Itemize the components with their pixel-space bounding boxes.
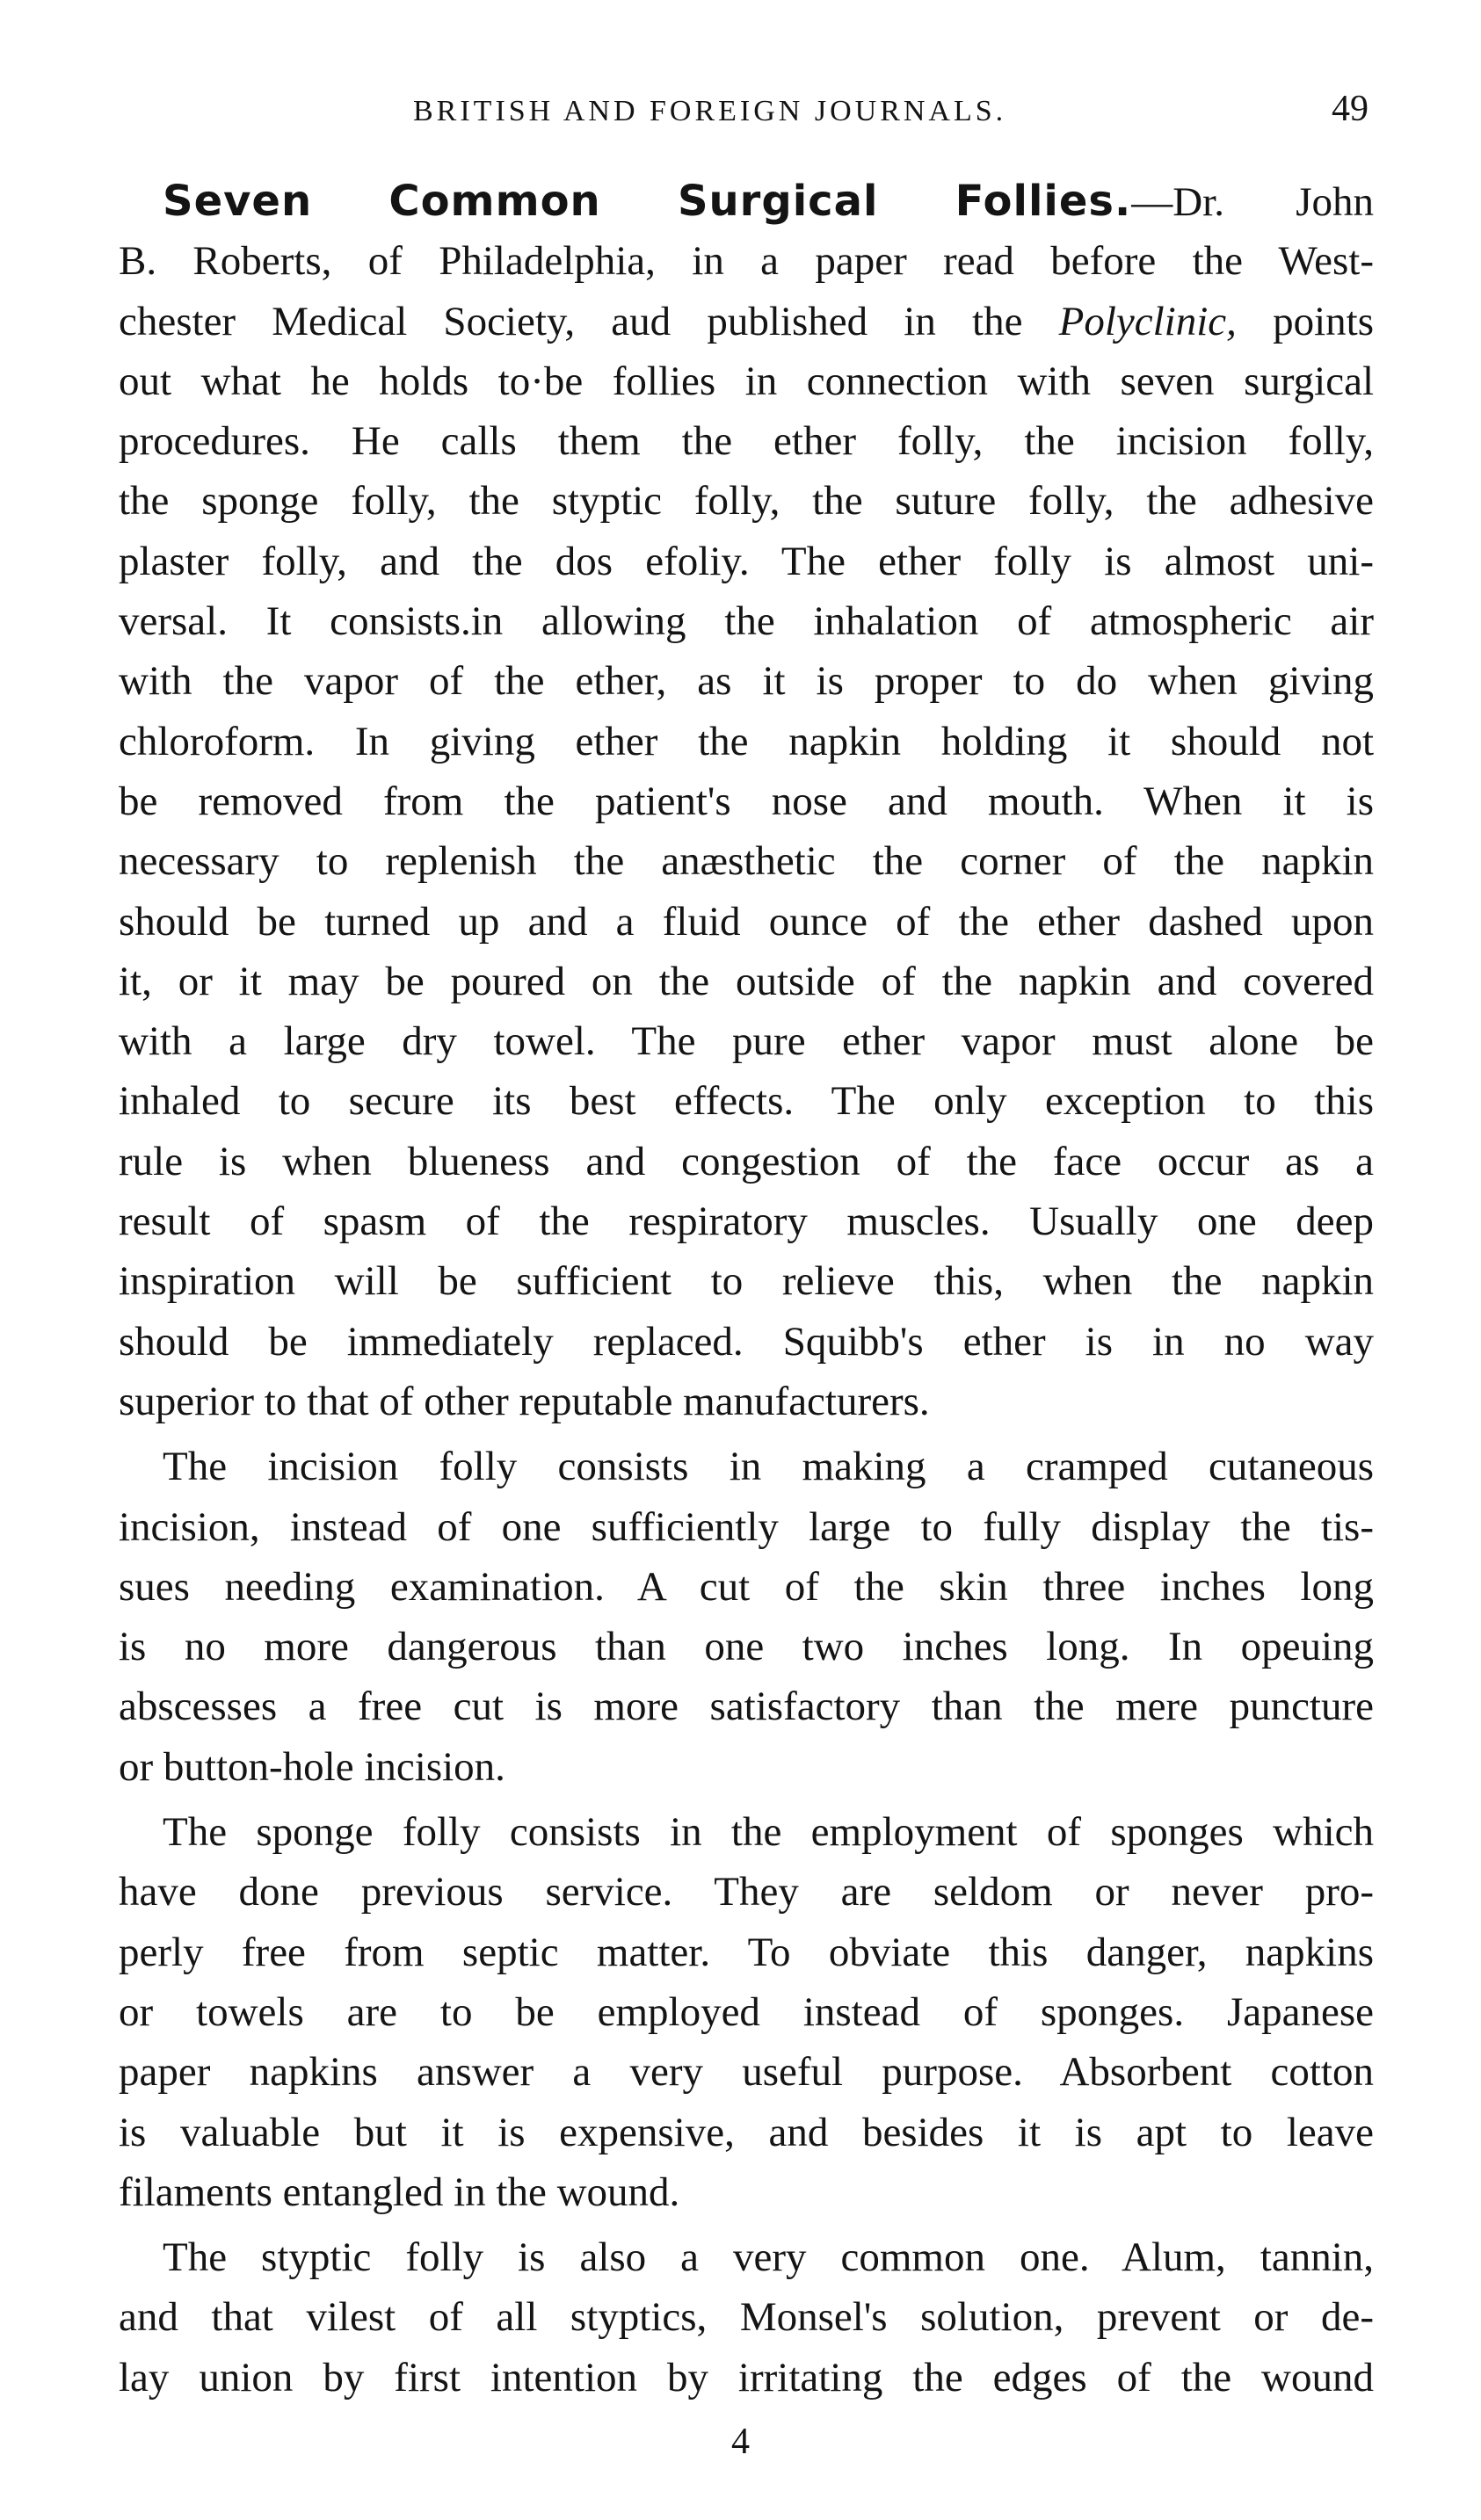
text-line: have done previous service. They are seldom or never pro- [119,1869,1374,1915]
signature-mark: 4 [731,2422,750,2462]
text-line: paper napkins answer a very useful purpose. Absorbent cotton [119,2049,1374,2096]
text-line: and that vilest of all styptics, Monsel's solution, prevent or de- [119,2294,1374,2341]
text-line [119,171,1374,231]
running-head [114,88,1376,141]
text-line: sues needing examination. A cut of the skin three inches long [119,1563,1374,1610]
article-body [119,171,1374,2408]
text-line: inspiration will be sufficient to relieve this, when the napkin [119,1258,1374,1305]
running-title: BRITISH AND FOREIGN JOURNALS. [413,95,1007,127]
journal-name: Polyclinic, [1058,298,1237,344]
text-line: The sponge folly consists in the employment of sponges which [163,1809,1374,1856]
text-line: perly free from septic matter. To obviate this danger, napkins [119,1929,1374,1975]
text-line: The styptic folly is also a very common one. Alum, tannin, [163,2234,1374,2281]
line-text: points [1273,298,1375,344]
text-line: result of spasm of the respiratory muscles. Usually one deep [119,1198,1374,1245]
line-text: chester Medical Society, aud published in the [119,298,1023,344]
text-line: plaster folly, and the dos efoliy. The ether folly is almost uni- [119,538,1374,584]
article-title: Seven Common Surgical Follies. [163,177,1132,226]
text-line: B. Roberts, of Philadelphia, in a paper read before the West- [119,238,1374,285]
text-line: the sponge folly, the styptic folly, the suture folly, the adhesive [119,478,1374,525]
text-line: is no more dangerous than one two inches long. In opeuing [119,1624,1374,1670]
text-line: be removed from the patient's nose and mouth. When it is [119,778,1374,824]
text-line: incision, instead of one sufficiently large to fully display the tis- [119,1503,1374,1550]
title-dash: — [1131,179,1173,225]
text-line: inhaled to secure its best effects. The only exception to this [119,1078,1374,1125]
page-number: 49 [1332,89,1368,129]
text-line: out what he holds to·be follies in connection with seven surgical [119,358,1374,404]
text-line: necessary to replenish the anæsthetic the corner of the napkin [119,838,1374,885]
text-line: procedures. He calls them the ether folly, the incision folly, [119,418,1374,465]
text-line: or button-hole incision. [119,1743,505,1790]
text-line: rule is when blueness and congestion of the face occur as a [119,1138,1374,1184]
text-line: lay union by first intention by irritating the edges of the wound [119,2354,1374,2401]
text-line: with a large dry towel. The pure ether vapor must alone be [119,1018,1374,1065]
text-line: or towels are to be employed instead of sponges. Japanese [119,1988,1374,2035]
text-line: should be immediately replaced. Squibb's ether is in no way [119,1318,1374,1365]
text-line: with the vapor of the ether, as it is proper to do when giving [119,658,1374,705]
text-line: versal. It consists.in allowing the inhalation of atmospheric air [119,598,1374,645]
text-line: filaments entangled in the wound. [119,2169,680,2215]
text-line: is valuable but it is expensive, and besides it is apt to leave [119,2109,1374,2155]
text-line: abscesses a free cut is more satisfactory than the mere puncture [119,1684,1374,1730]
line-text: Dr. John [1172,179,1375,225]
text-line: superior to that of other reputable manufacturers. [119,1378,930,1424]
text-line: it, or it may be poured on the outside of the napkin and covered [119,958,1374,1004]
text-line [119,292,1374,351]
text-line: The incision folly consists in making a cramped cutaneous [163,1444,1374,1490]
text-line: should be turned up and a fluid ounce of the ether dashed upon [119,898,1374,945]
text-line: chloroform. In giving ether the napkin holding it should not [119,718,1374,764]
